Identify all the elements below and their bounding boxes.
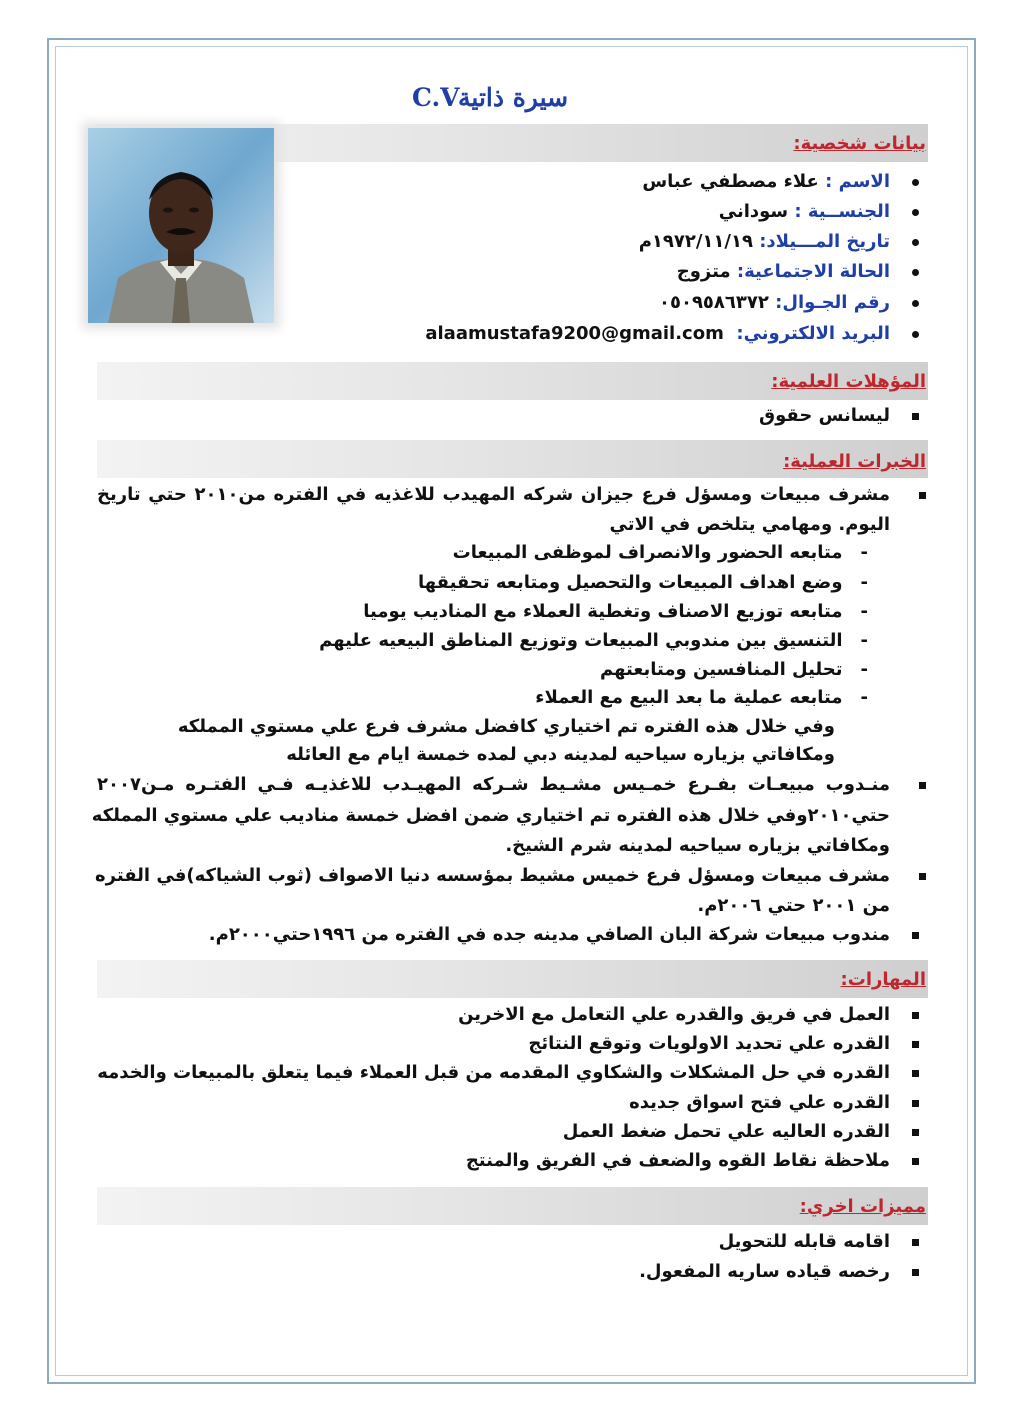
experience-text: منـدوب مبيعـات بفـرع خمـيس مشـيط شـركه المهيـدب للاغذيـه فـي الفتـره مـن٢٠٠٧	[97, 774, 890, 795]
other-text: رخصه قياده ساريه المفعول.	[639, 1261, 890, 1282]
personal-label: الجنســية :	[794, 201, 890, 222]
duty-text: تحليل المنافسين ومتابعتهم	[600, 659, 843, 680]
section-title-other: مميزات اخري:	[799, 1196, 926, 1217]
duty-item: -التنسيق بين مندوبي المبيعات وتوزيع المناطق البيعيه عليهم	[319, 630, 868, 651]
skill-text: القدره علي فتح اسواق جديده	[629, 1092, 890, 1113]
section-band-skills	[97, 960, 928, 998]
experience-text: مندوب مبيعات شركة البان الصافي مدينه جده في الفتره من ١٩٩٦حتي٢٠٠٠م.	[208, 924, 890, 945]
experience-item	[209, 924, 926, 945]
duty-text: متابعه توزيع الاصناف وتغطية العملاء مع المناديب يوميا	[363, 601, 843, 622]
experience-note: وفي خلال هذه الفتره تم اختياري كافضل مشرف فرع علي مستوي المملكه	[177, 716, 835, 737]
skill-item	[528, 1033, 926, 1054]
skill-text: ملاحظة نقاط القوه والضعف في الفريق والمنتج	[465, 1150, 890, 1171]
skill-item	[97, 1062, 926, 1083]
other-item	[639, 1261, 926, 1282]
experience-note: ومكافاتي بزياره سياحيه لمدينه دبي لمده خمسة ايام مع العائله	[286, 744, 835, 765]
duty-text: التنسيق بين مندوبي المبيعات وتوزيع المناطق البيعيه عليهم	[319, 630, 843, 651]
personal-label: الاسم :	[825, 171, 890, 192]
experience-text-cont: حتي٢٠١٠وفي خلال هذه الفتره تم اختياري ضمن افضل خمسة مناديب علي مستوي المملكه	[91, 805, 890, 826]
section-title-experience: الخبرات العملية:	[783, 451, 926, 472]
qualification-item	[759, 405, 926, 426]
skill-text: القدره في حل المشكلات والشكاوي المقدمه من قبل العملاء فيما يتعلق بالمبيعات والخدمه	[97, 1062, 890, 1083]
section-title-qualifications: المؤهلات العلمية:	[771, 371, 926, 392]
personal-row	[677, 261, 926, 282]
personal-row	[659, 292, 926, 313]
experience-text-cont: اليوم. ومهامي يتلخص في الاتي	[609, 514, 890, 535]
experience-item	[97, 484, 926, 505]
personal-label: رقم الجـوال:	[775, 292, 890, 313]
skill-item	[466, 1150, 926, 1171]
skill-text: القدره علي تحديد الاولويات وتوقع النتائج	[528, 1033, 890, 1054]
duty-item: -وضع اهداف المبيعات والتحصيل ومتابعه تحقيقها	[417, 572, 868, 593]
email-value: alaamustafa9200@gmail.com	[425, 323, 724, 344]
personal-label: تاريخ المـــيلاد:	[759, 231, 890, 252]
duty-item: -متابعه عملية ما بعد البيع مع العملاء	[535, 687, 868, 708]
personal-value: ٠٥٠٩٥٨٦٣٧٢	[658, 292, 769, 313]
duty-text: متابعه عملية ما بعد البيع مع العملاء	[535, 687, 843, 708]
other-text: اقامه قابله للتحويل	[718, 1231, 890, 1252]
experience-text-cont: ومكافاتي بزياره سياحيه لمدينه شرم الشيخ.	[505, 835, 890, 856]
profile-photo	[88, 128, 274, 323]
personal-value: متزوج	[676, 261, 731, 282]
personal-value: سوداني	[718, 201, 789, 222]
title-latin: C.V	[412, 83, 460, 112]
section-title-skills: المهارات:	[840, 969, 926, 990]
experience-text-cont: من ٢٠٠١ حتي ٢٠٠٦م.	[697, 895, 890, 916]
personal-row	[642, 171, 926, 192]
experience-text: مشرف مبيعات ومسؤل فرع خميس مشيط بمؤسسه دنيا الاصواف (ثوب الشياكه)في الفتره	[95, 865, 890, 886]
skill-item	[458, 1004, 926, 1025]
title-arabic: سيرة ذاتية	[458, 83, 569, 112]
skill-item	[563, 1121, 926, 1142]
experience-item	[97, 774, 926, 795]
section-title-personal: بيانات شخصية:	[793, 133, 926, 154]
personal-value: علاء مصطفي عباس	[642, 171, 819, 192]
duty-text: وضع اهداف المبيعات والتحصيل ومتابعه تحقيقها	[417, 572, 843, 593]
skill-text: القدره العاليه علي تحمل ضغط العمل	[562, 1121, 890, 1142]
personal-label: البريد الالكتروني:	[736, 323, 890, 344]
personal-row	[639, 231, 926, 252]
skill-item	[629, 1092, 926, 1113]
duty-item: -تحليل المنافسين ومتابعتهم	[600, 659, 868, 680]
personal-row	[425, 323, 926, 344]
duty-text: متابعه الحضور والانصراف لموظفى المبيعات	[452, 542, 843, 563]
personal-label: الحالة الاجتماعية:	[736, 261, 890, 282]
qualification-text: ليسانس حقوق	[759, 405, 890, 426]
experience-item	[97, 865, 926, 886]
personal-value: ١٩٧٢/١١/١٩م	[638, 231, 753, 252]
duty-item: -متابعه الحضور والانصراف لموظفى المبيعات	[452, 542, 868, 563]
skill-text: العمل في فريق والقدره علي التعامل مع الاخرين	[458, 1004, 890, 1025]
personal-row	[719, 201, 926, 222]
experience-text: مشرف مبيعات ومسؤل فرع جيزان شركه المهيدب للاغذيه في الفتره من٢٠١٠ حتي تاريخ	[97, 484, 890, 505]
other-item	[719, 1231, 926, 1252]
duty-item: -متابعه توزيع الاصناف وتغطية العملاء مع المناديب يوميا	[363, 601, 868, 622]
